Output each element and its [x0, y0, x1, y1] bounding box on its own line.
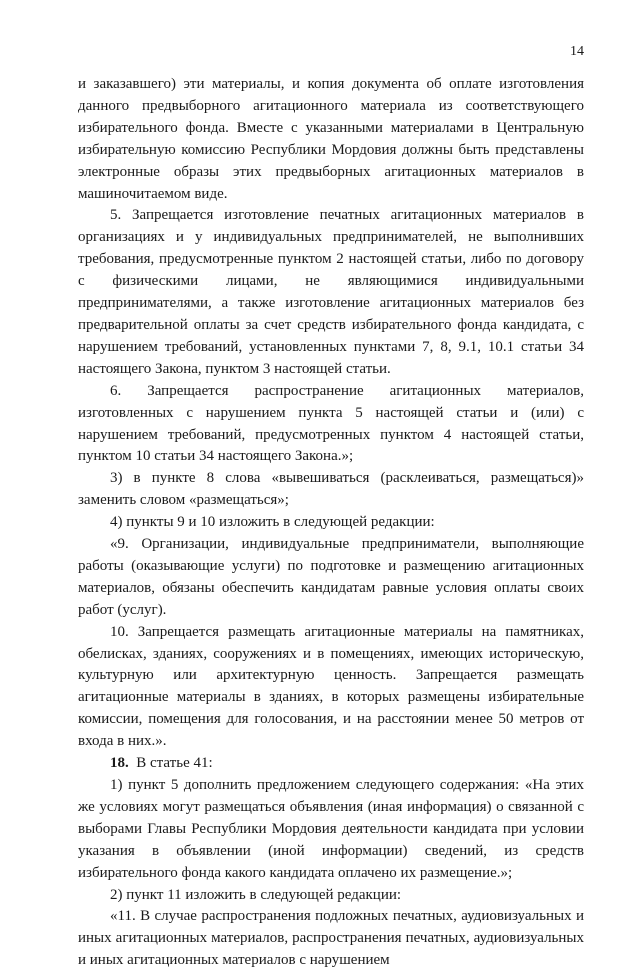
paragraph-item-11: «11. В случае распространения подложных печатных, аудиовизуальных и иных агитационных материалов, распространения печатных, аудиовизуальных и иных агитационных материалов с нарушением: [78, 908, 584, 969]
section-number: 18.: [110, 755, 129, 772]
paragraph-subitem-2: 2) пункт 11 изложить в следующей редакции:: [110, 886, 402, 903]
page-number: 14: [570, 44, 584, 59]
paragraph-item-9: «9. Организации, индивидуальные предприниматели, выполняющие работы (оказывающие услуги) по подготовке и размещению агитационных материалов, обязаны обеспечить кандидатам равные условия оплаты своих работ (услуг).: [78, 536, 584, 618]
paragraph-item-6: 6. Запрещается распространение агитационных материалов, изготовленных с нарушением пункта 5 настоящей статьи и (или) с нарушением требований, предусмотренных пунктом 4 настоящей статьи, пунктом 10 статьи 34 настоящего Закона.»;: [78, 382, 584, 465]
paragraph-section-18: [78, 753, 584, 775]
paragraph-item-5: 5. Запрещается изготовление печатных агитационных материалов в организациях и у индивидуальных предпринимателей, не выполнивших требования, предусмотренные пунктом 2 настоящей статьи, либо по договору с физическими лицами, не являющимися индивидуальными предпринимателями, а также изготовление агитационных материалов без предварительной оплаты за счет средств избирательного фонда кандидата, с нарушением требований, установленных пунктами 7, 8, 9.1, 10.1 статьи 34 настоящего Закона, пунктом 3 настоящей статьи.: [78, 207, 584, 377]
paragraph-continuation: и заказавшего) эти материалы, и копия документа об оплате изготовления данного предвыборного агитационного материала из соответствующего избирательного фонда. Вместе с указанными материалами в Центральную избирательную комиссию Республики Мордовия должны быть представлены электронные образы этих предвыборных агитационных материалов в машиночитаемом виде.: [78, 76, 584, 202]
paragraph-subitem-3: 3) в пункте 8 слова «вывешиваться (расклеиваться, размещаться)» заменить словом «размещаться»;: [78, 470, 584, 509]
section-heading: В статье 41:: [136, 755, 213, 772]
paragraph-item-10: 10. Запрещается размещать агитационные материалы на памятниках, обелисках, зданиях, сооружениях и в помещениях, имеющих историческую, культурную или архитектурную ценность. Запрещается размещать агитационные материалы в зданиях, в которых размещены избирательные комиссии, помещения для голосования, и на расстоянии менее 50 метров от входа в них.».: [78, 623, 584, 750]
paragraph-subitem-4: 4) пункты 9 и 10 изложить в следующей редакции:: [110, 514, 435, 531]
paragraph-subitem-1: 1) пункт 5 дополнить предложением следующего содержания: «На этих же условиях могут размещаться объявления (иная информация) о связанной с выборами Главы Республики Мордовия деятельности кандидата при условии указания в объявлении (иной информации) сведений, из средств избирательного фонда какого кандидата оплачено их размещение.»;: [78, 777, 584, 881]
document-body: [78, 74, 584, 972]
